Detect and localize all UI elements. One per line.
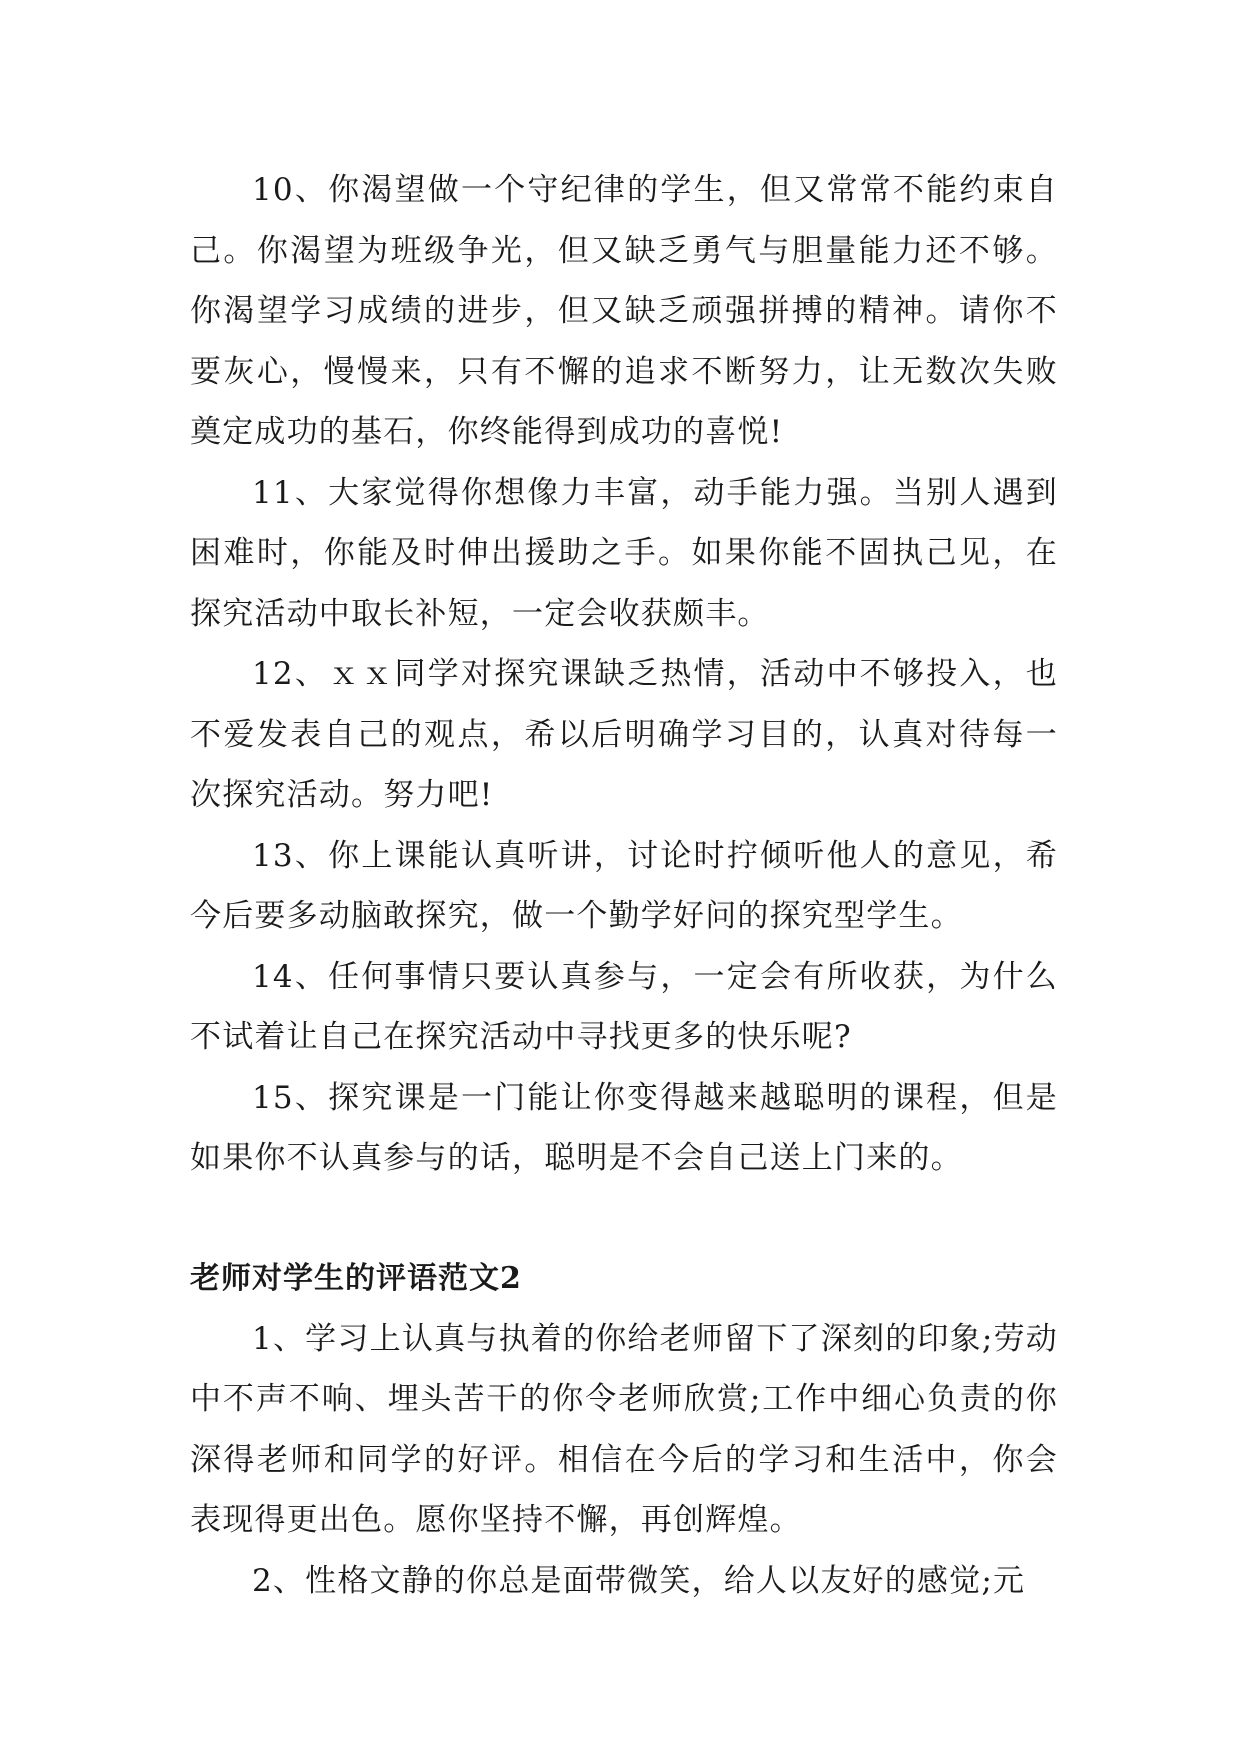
paragraph-10: 10、你渴望做一个守纪律的学生，但又常常不能约束自己。你渴望为班级争光，但又缺乏勇气与胆量能力还不够。你渴望学习成绩的进步，但又缺乏顽强拼搏的精神。请你不要灰心，慢慢来，只有不懈的追求不断努力，让无数次失败奠定成功的基石，你终能得到成功的喜悦! — [190, 172, 1058, 450]
paragraph-11: 11、大家觉得你想像力丰富，动手能力强。当别人遇到困难时，你能及时伸出援助之手。如果你能不固执己见，在探究活动中取长补短，一定会收获颇丰。 — [190, 474, 1058, 632]
section-heading: 老师对学生的评语范文2 — [190, 1260, 522, 1296]
paragraph-2-1: 1、学习上认真与执着的你给老师留下了深刻的印象;劳动中不声不响、埋头苦干的你令老师欣赏;工作中细心负责的你深得老师和同学的好评。相信在今后的学习和生活中，你会表现得更出色。愿你坚持不懈，再创辉煌。 — [190, 1320, 1058, 1538]
document-page — [190, 160, 1058, 1611]
paragraph-14: 14、任何事情只要认真参与，一定会有所收获，为什么不试着让自己在探究活动中寻找更多的快乐呢? — [190, 958, 1058, 1055]
paragraph-15: 15、探究课是一门能让你变得越来越聪明的课程，但是如果你不认真参与的话，聪明是不会自己送上门来的。 — [190, 1079, 1058, 1176]
paragraph-12: 12、ｘｘ同学对探究课缺乏热情，活动中不够投入，也不爱发表自己的观点，希以后明确学习目的，认真对待每一次探究活动。努力吧! — [190, 656, 1058, 813]
paragraph-13: 13、你上课能认真听讲，讨论时拧倾听他人的意见，希今后要多动脑敢探究，做一个勤学好问的探究型学生。 — [190, 837, 1058, 934]
paragraph-2-2: 2、性格文静的你总是面带微笑，给人以友好的感觉;元 — [252, 1562, 1026, 1599]
